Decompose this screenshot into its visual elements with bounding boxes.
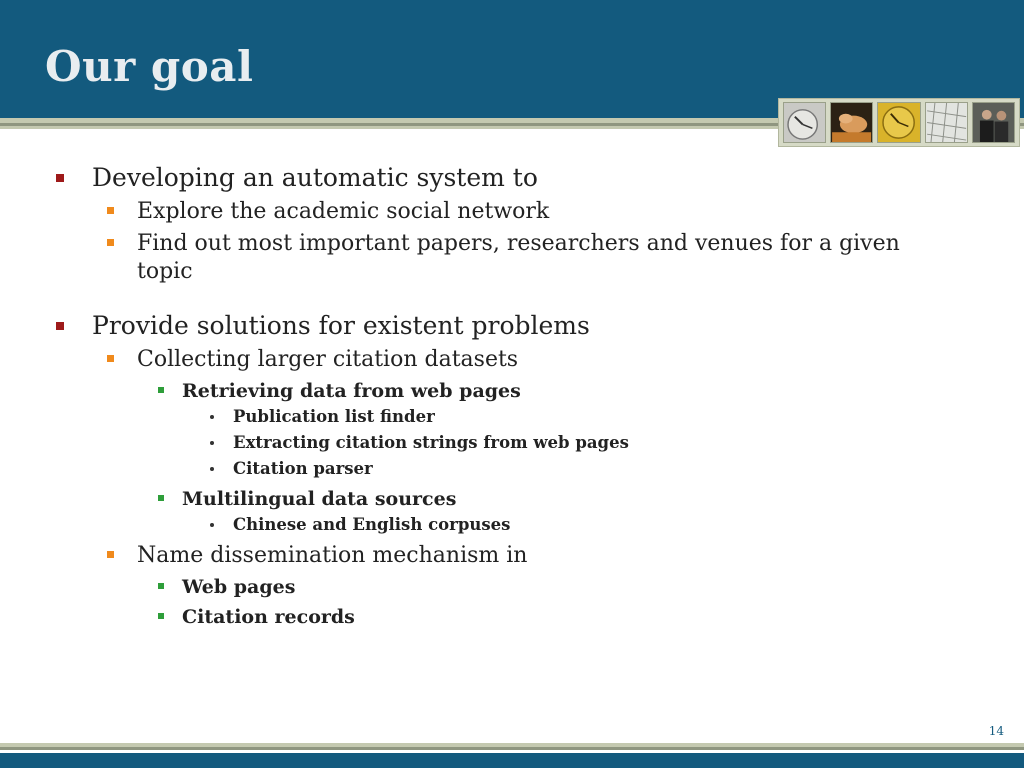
bullet-marker (56, 174, 64, 182)
bullet-marker (107, 355, 114, 362)
bullet-marker (158, 613, 164, 619)
footer-band (0, 753, 1024, 768)
bullet-text: Web pages (182, 576, 296, 598)
hands-icon (830, 102, 873, 143)
bullet-text: Provide solutions for existent problems (92, 311, 590, 340)
people-icon (972, 102, 1015, 143)
bullet-collecting-datasets (137, 346, 907, 538)
bullet-citation-records (182, 604, 907, 630)
bullet-marker (56, 322, 64, 330)
bullet-text: Publication list finder (233, 407, 435, 426)
bullet-text: Citation parser (233, 459, 373, 478)
bullet-retrieving-data (182, 378, 907, 482)
bullet-text: Explore the academic social network (137, 199, 550, 224)
bullet-provide-solutions (92, 310, 932, 630)
bullet-text: Extracting citation strings from web pages (233, 433, 629, 452)
bullet-chinese-english (233, 512, 907, 538)
footer-rule-dark (0, 747, 1024, 750)
bullet-text: Collecting larger citation datasets (137, 347, 519, 372)
bullet-marker (107, 551, 114, 558)
bullet-text: Multilingual data sources (182, 488, 457, 510)
bullet-citation-parser (233, 456, 907, 482)
bullet-marker (107, 207, 114, 214)
bullet-marker (158, 495, 164, 501)
bullet-find-important (137, 230, 907, 286)
bullet-multilingual-sources (182, 486, 907, 538)
bullet-marker (210, 467, 214, 471)
clock-icon (783, 102, 826, 143)
bullet-text: Retrieving data from web pages (182, 380, 521, 402)
bullet-text: Find out most important papers, researchers and venues for a given topic (137, 231, 900, 284)
page-number: 14 (988, 724, 1004, 738)
bullet-marker (210, 441, 214, 445)
bullet-marker (158, 583, 164, 589)
bullet-name-dissemination (137, 542, 907, 630)
photo-strip (778, 98, 1020, 147)
bullet-text: Developing an automatic system to (92, 163, 538, 192)
slide-body (0, 162, 1024, 630)
grid-icon (925, 102, 968, 143)
bullet-list (0, 162, 1024, 630)
slide-title: Our goal (45, 42, 254, 91)
bullet-publication-finder (233, 404, 907, 430)
bullet-marker (210, 523, 214, 527)
bullet-text: Citation records (182, 606, 355, 628)
bullet-extracting-citations (233, 430, 907, 456)
bullet-marker (158, 387, 164, 393)
bullet-marker (210, 415, 214, 419)
bullet-text: Name dissemination mechanism in (137, 543, 528, 568)
bullet-explore-network (137, 198, 907, 226)
bullet-web-pages (182, 574, 907, 600)
bullet-text: Chinese and English corpuses (233, 515, 511, 534)
clock-gold-icon (877, 102, 920, 143)
bullet-marker (107, 239, 114, 246)
bullet-developing-system (92, 162, 932, 286)
